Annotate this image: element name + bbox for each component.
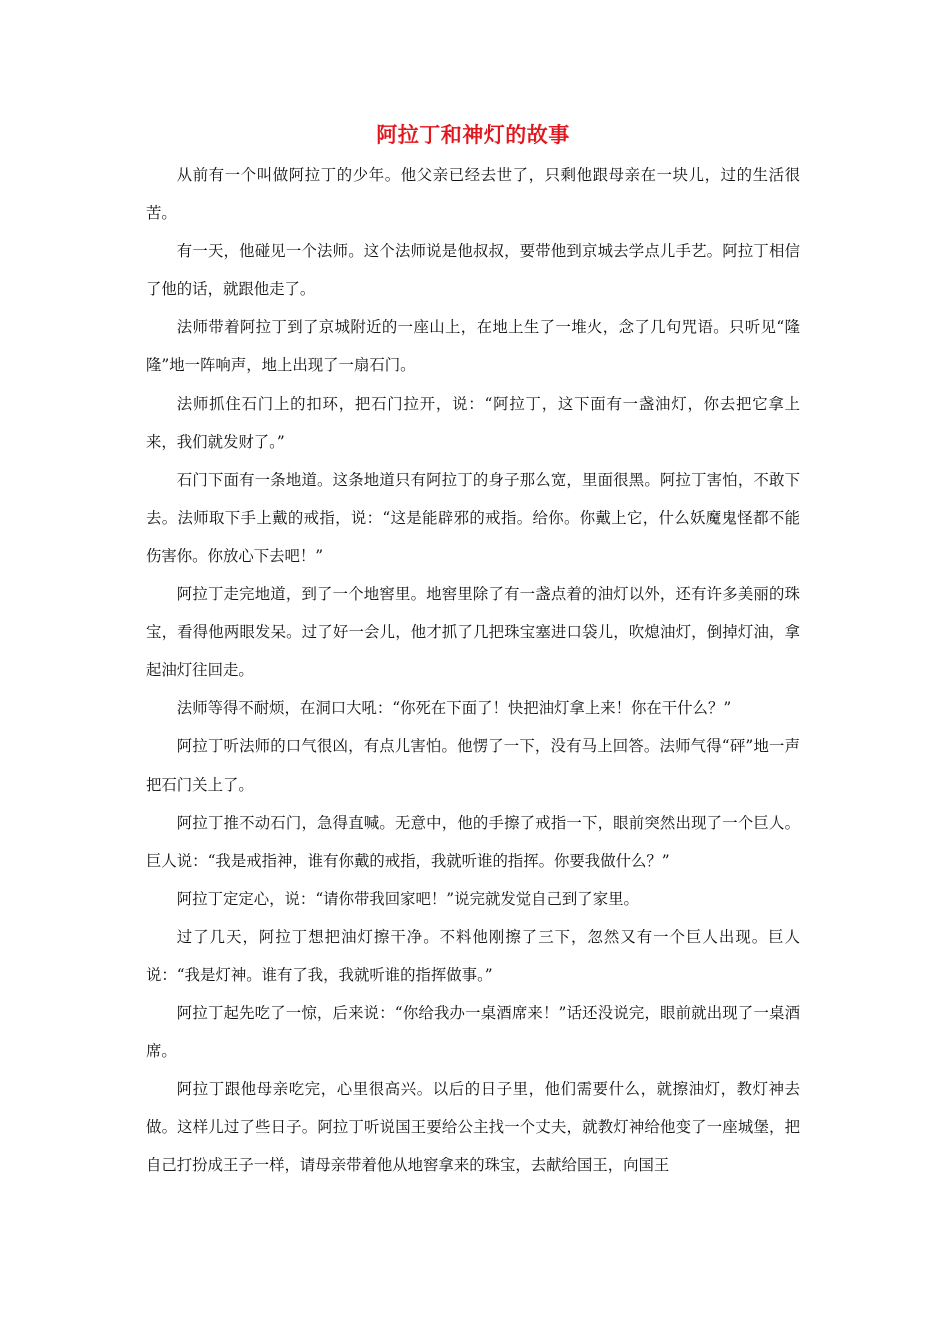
paragraph-9: 阿拉丁推不动石门，急得直喊。无意中，他的手擦了戒指一下，眼前突然出现了一个巨人。巨人说：“我是戒指神，谁有你戴的戒指，我就听谁的指挥。你要我做什么？”: [146, 813, 800, 870]
paragraph-1: 从前有一个叫做阿拉丁的少年。他父亲已经去世了，只剩他跟母亲在一块儿，过的生活很苦。: [146, 166, 800, 223]
paragraph-2: 有一天，他碰见一个法师。这个法师说是他叔叔，要带他到京城去学点儿手艺。阿拉丁相信了他的话，就跟他走了。: [146, 242, 800, 299]
paragraph-3: 法师带着阿拉丁到了京城附近的一座山上，在地上生了一堆火，念了几句咒语。只听见“隆隆”地一阵响声，地上出现了一扇石门。: [146, 318, 800, 375]
paragraph-4: 法师抓住石门上的扣环，把石门拉开，说：“阿拉丁，这下面有一盏油灯，你去把它拿上来，我们就发财了。”: [146, 394, 800, 451]
paragraph-12: 阿拉丁起先吃了一惊，后来说：“你给我办一桌酒席来！”话还没说完，眼前就出现了一桌酒席。: [146, 1004, 800, 1061]
paragraph-8: 阿拉丁听法师的口气很凶，有点儿害怕。他愣了一下，没有马上回答。法师气得“砰”地一声把石门关上了。: [146, 737, 800, 794]
paragraph-10: 阿拉丁定定心，说：“请你带我回家吧！”说完就发觉自己到了家里。: [176, 889, 639, 908]
paragraph-13: 阿拉丁跟他母亲吃完，心里很高兴。以后的日子里，他们需要什么，就擦油灯，教灯神去做。这样儿过了些日子。阿拉丁听说国王要给公主找一个丈夫，就教灯神给他变了一座城堡，把自己打扮成王子一样，请母亲带着他从地窖拿来的珠宝，去献给国王，向国王: [146, 1080, 800, 1175]
document-title: 阿拉丁和神灯的故事: [376, 123, 570, 147]
paragraph-11: 过了几天，阿拉丁想把油灯擦干净。不料他刚擦了三下，忽然又有一个巨人出现。巨人说：“我是灯神。谁有了我，我就听谁的指挥做事。”: [146, 927, 800, 984]
document-content: [146, 120, 800, 1185]
paragraph-5: 石门下面有一条地道。这条地道只有阿拉丁的身子那么宽，里面很黑。阿拉丁害怕，不敢下去。法师取下手上戴的戒指，说：“这是能辟邪的戒指。给你。你戴上它，什么妖魔鬼怪都不能伤害你。你放心下去吧！”: [146, 470, 800, 565]
paragraph-7: 法师等得不耐烦，在洞口大吼：“你死在下面了！快把油灯拿上来！你在干什么？”: [176, 699, 732, 718]
paragraph-6: 阿拉丁走完地道，到了一个地窖里。地窖里除了有一盏点着的油灯以外，还有许多美丽的珠宝，看得他两眼发呆。过了好一会儿，他才抓了几把珠宝塞进口袋儿，吹熄油灯，倒掉灯油，拿起油灯往回走。: [146, 585, 800, 680]
